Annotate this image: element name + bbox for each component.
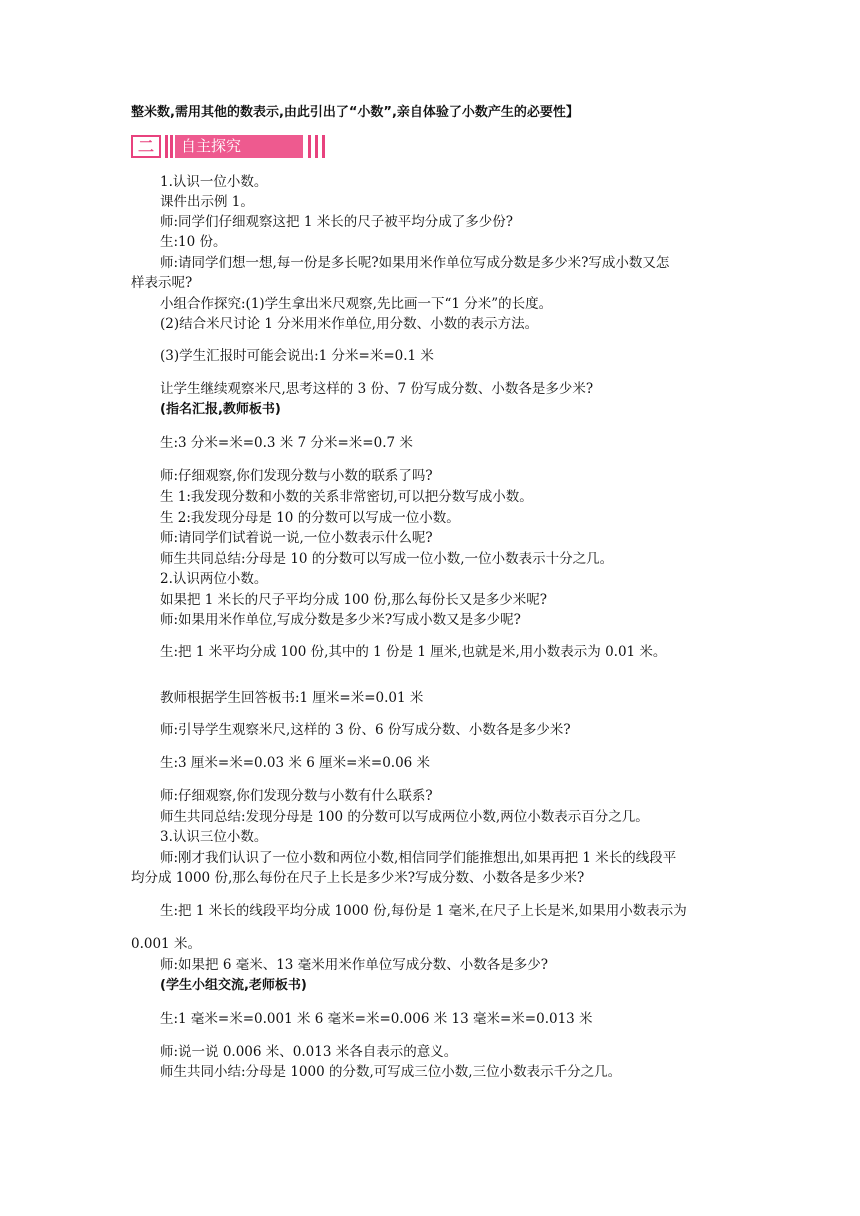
text-line: 生:3 厘米=米=0.03 米 6 厘米=米=0.06 米 xyxy=(160,755,431,771)
text-line: 3.认识三位小数。 xyxy=(160,829,268,845)
section-banner xyxy=(131,135,327,158)
text-line: 师:如果用米作单位,写成分数是多少米?写成小数又是多少呢? xyxy=(160,612,521,628)
text-line: 师:如果把 6 毫米、13 毫米用米作单位写成分数、小数各是多少? xyxy=(160,957,548,973)
text-line: 如果把 1 米长的尺子平均分成 100 份,那么每份长又是多少米呢? xyxy=(160,592,548,608)
banner-divider xyxy=(315,135,318,158)
text-line: 小组合作探究:(1)学生拿出米尺观察,先比画一下“1 分米”的长度。 xyxy=(160,296,553,312)
intro-conclusion-line: 整米数,需用其他的数表示,由此引出了“小数”,亲自体验了小数产生的必要性】 xyxy=(131,105,579,120)
banner-divider xyxy=(308,135,311,158)
text-line: 均分成 1000 份,那么每份在尺子上长是多少米?写成分数、小数各是多少米? xyxy=(131,870,585,886)
text-line: 1.认识一位小数。 xyxy=(160,174,268,190)
text-line: 生 2:我发现分母是 10 的分数可以写成一位小数。 xyxy=(160,510,460,526)
text-line: 生:3 分米=米=0.3 米 7 分米=米=0.7 米 xyxy=(160,435,413,451)
text-line: 师:请同学们试着说一说,一位小数表示什么呢? xyxy=(160,530,433,546)
section-title: 自主探究 xyxy=(175,135,303,158)
text-line: 教师根据学生回答板书:1 厘米=米=0.01 米 xyxy=(160,690,424,706)
text-line: 师生共同小结:分母是 1000 的分数,可写成三位小数,三位小数表示千分之几。 xyxy=(160,1064,622,1080)
text-line: 生:1 毫米=米=0.001 米 6 毫米=米=0.006 米 13 毫米=米=0.013 米 xyxy=(160,1011,593,1027)
text-line: 生:把 1 米平均分成 100 份,其中的 1 份是 1 厘米,也就是米,用小数表示为 0.01 米。 xyxy=(160,644,667,660)
banner-divider xyxy=(322,135,325,158)
text-line: 让学生继续观察米尺,思考这样的 3 份、7 份写成分数、小数各是多少米? xyxy=(160,381,594,397)
text-line: 师:说一说 0.006 米、0.013 米各自表示的意义。 xyxy=(160,1044,458,1060)
text-line: 课件出示例 1。 xyxy=(160,194,254,210)
text-line: (指名汇报,教师板书) xyxy=(160,402,281,417)
text-line: 生 1:我发现分数和小数的关系非常密切,可以把分数写成小数。 xyxy=(160,489,533,505)
text-line: 师:刚才我们认识了一位小数和两位小数,相信同学们能推想出,如果再把 1 米长的线段平 xyxy=(160,850,677,866)
text-line: (3)学生汇报时可能会说出:1 分米=米=0.1 米 xyxy=(160,348,434,364)
text-line: 样表示呢? xyxy=(131,275,193,291)
text-line: 师生共同总结:发现分母是 100 的分数可以写成两位小数,两位小数表示百分之几。 xyxy=(160,809,649,825)
text-line: (2)结合米尺讨论 1 分米用米作单位,用分数、小数的表示方法。 xyxy=(160,316,539,332)
text-line: 师生共同总结:分母是 10 的分数可以写成一位小数,一位小数表示十分之几。 xyxy=(160,551,614,567)
text-line: 0.001 米。 xyxy=(131,936,201,952)
text-line: 生:10 份。 xyxy=(160,234,227,250)
section-number: 二 xyxy=(131,135,161,158)
text-line: 2.认识两位小数。 xyxy=(160,571,268,587)
text-line: 师:引导学生观察米尺,这样的 3 份、6 份写成分数、小数各是多少米? xyxy=(160,722,571,738)
banner-divider xyxy=(170,135,173,158)
text-line: 师:请同学们想一想,每一份是多长呢?如果用米作单位写成分数是多少米?写成小数又怎 xyxy=(160,255,670,271)
text-line: 师:同学们仔细观察这把 1 米长的尺子被平均分成了多少份? xyxy=(160,214,513,230)
text-line: (学生小组交流,老师板书) xyxy=(160,978,307,993)
banner-divider xyxy=(165,135,168,158)
text-line: 生:把 1 米长的线段平均分成 1000 份,每份是 1 毫米,在尺子上长是米,如果用小数表示为 xyxy=(160,903,687,919)
text-line: 师:仔细观察,你们发现分数与小数的联系了吗? xyxy=(160,468,433,484)
text-line: 师:仔细观察,你们发现分数与小数有什么联系? xyxy=(160,788,433,804)
